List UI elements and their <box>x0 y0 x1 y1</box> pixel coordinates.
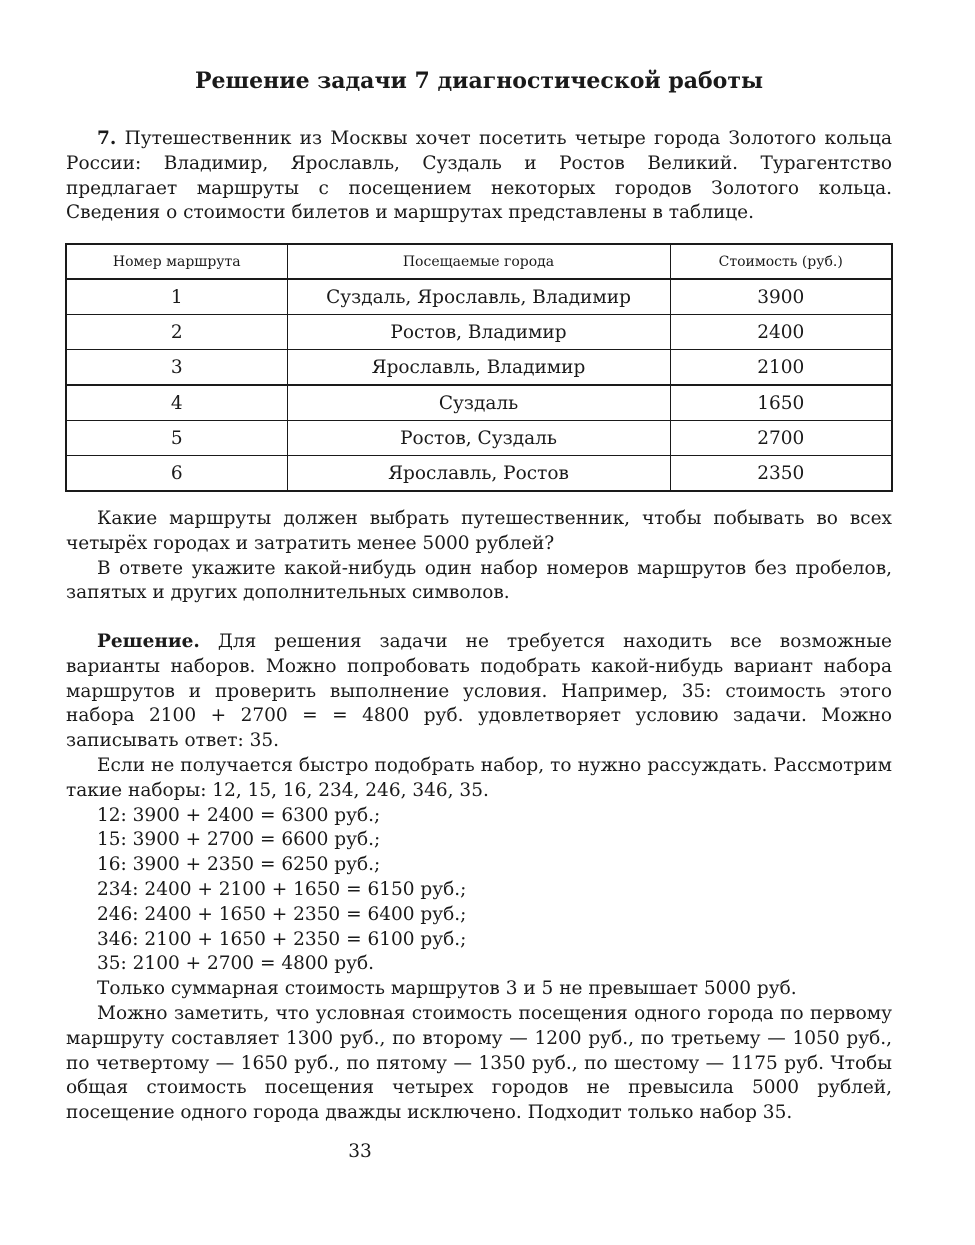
problem-statement <box>66 127 892 226</box>
answer-instruction: В ответе укажите какой-нибудь один набор номеров маршрутов без пробелов, запятых и других дополнительных символов. <box>66 557 892 604</box>
calc-line: 15: 3900 + 2700 = 6600 руб.; <box>97 829 381 851</box>
solution-reasoning: Если не получается быстро подобрать набор, то нужно рассуждать. Рассмотрим такие наборы: 12, 15, 16, 234, 246, 346, 35. <box>66 754 892 801</box>
route-cities: Ростов, Владимир <box>287 315 670 350</box>
page-number: 33 <box>348 1141 372 1162</box>
problem-text: Путешественник из Москвы хочет посетить четыре города Золотого кольца России: Владимир, Ярославль, Суздаль и Ростов Великий. Турагентство предлагает маршруты с посещением некоторых городов Золотого кольца. Сведения о стоимости билетов и маршрутах представлены в таблице. <box>66 128 892 224</box>
solution-label: Решение. <box>97 631 200 652</box>
table-header-row <box>66 244 892 279</box>
page-title: Решение задачи 7 диагностической работы <box>194 68 764 94</box>
solution-block <box>66 630 892 1126</box>
table-row <box>66 385 892 421</box>
route-cities: Суздаль <box>287 385 670 421</box>
route-number: 3 <box>66 350 287 386</box>
route-number: 2 <box>66 315 287 350</box>
route-cost: 2100 <box>670 350 892 386</box>
solution-final: Можно заметить, что условная стоимость посещения одного города по первому маршруту составляет 1300 руб., по второму — 1200 руб., по третьему — 1050 руб., по четвертому — 1650 руб., по пятому — 1350 руб., по шестому — 1175 руб. Чтобы общая стоимость посещения четырех городов не превысила 5000 рублей, посещение одного города дважды исключено. Подходит только набор 35. <box>66 1002 892 1124</box>
table-row <box>66 315 892 350</box>
problem-number: 7. <box>97 128 117 149</box>
route-cost: 2700 <box>670 421 892 456</box>
table-row <box>66 421 892 456</box>
table-row <box>66 279 892 315</box>
routes-table <box>65 243 893 492</box>
table-row <box>66 350 892 386</box>
calc-line: 35: 2100 + 2700 = 4800 руб. <box>97 953 375 975</box>
header-cities: Посещаемые города <box>287 244 670 279</box>
header-cost: Стоимость (руб.) <box>670 244 892 279</box>
route-cost: 3900 <box>670 279 892 315</box>
question-text: Какие маршруты должен выбрать путешественник, чтобы побывать во всех четырёх городах и затратить менее 5000 рублей? <box>66 508 892 554</box>
question-block <box>66 507 892 606</box>
route-cities: Ростов, Суздаль <box>287 421 670 456</box>
calc-line: 16: 3900 + 2350 = 6250 руб.; <box>97 854 381 876</box>
solution-intro: Для решения задачи не требуется находить все возможные варианты наборов. Можно попробовать подобрать какой-нибудь вариант набора маршрутов и проверить выполнение условия. Например, 35: стоимость этого набора 2100 + 2700 = = 4800 руб. удовлетворяет условию задачи. Можно записывать ответ: 35. <box>66 631 892 752</box>
route-number: 1 <box>66 279 287 315</box>
route-number: 6 <box>66 456 287 492</box>
calc-line: 234: 2400 + 2100 + 1650 = 6150 руб.; <box>97 878 467 900</box>
calc-line: 12: 3900 + 2400 = 6300 руб.; <box>97 804 381 826</box>
route-cost: 1650 <box>670 385 892 421</box>
route-number: 4 <box>66 385 287 421</box>
header-route-number: Номер маршрута <box>66 244 287 279</box>
table-row <box>66 456 892 492</box>
solution-conclusion: Только суммарная стоимость маршрутов 3 и 5 не превышает 5000 руб. <box>97 978 797 1000</box>
route-cost: 2400 <box>670 315 892 350</box>
calc-line: 246: 2400 + 1650 + 2350 = 6400 руб.; <box>97 903 467 925</box>
route-cities: Суздаль, Ярославль, Владимир <box>287 279 670 315</box>
calc-line: 346: 2100 + 1650 + 2350 = 6100 руб.; <box>97 928 467 950</box>
route-cost: 2350 <box>670 456 892 492</box>
route-cities: Ярославль, Ростов <box>287 456 670 492</box>
route-cities: Ярославль, Владимир <box>287 350 670 386</box>
route-number: 5 <box>66 421 287 456</box>
